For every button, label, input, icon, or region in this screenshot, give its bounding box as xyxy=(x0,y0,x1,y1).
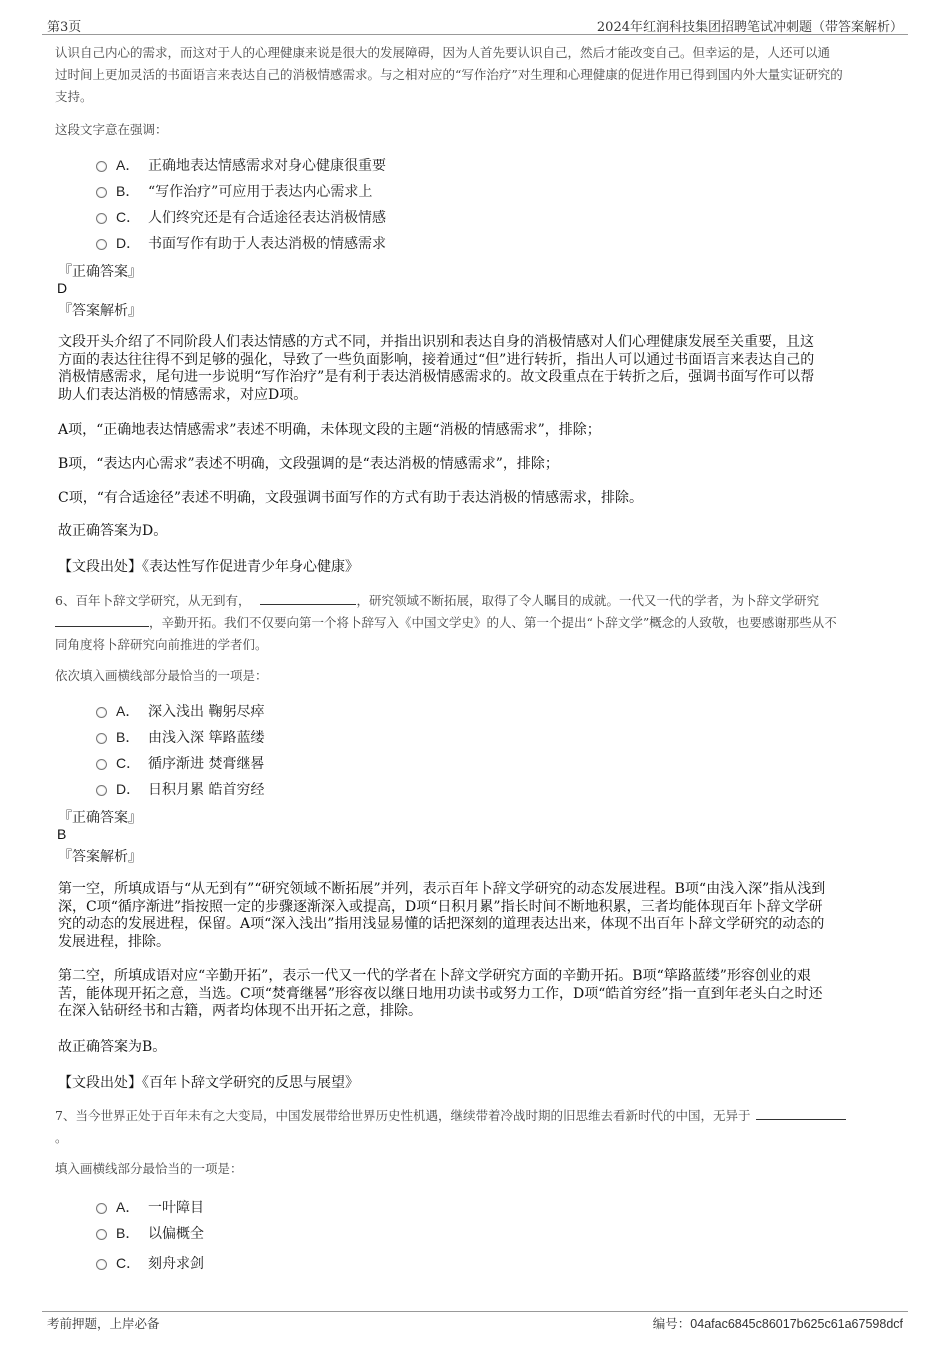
q6-passage xyxy=(55,590,895,656)
q6-stem: 依次填入画横线部分最恰当的一项是： xyxy=(55,668,268,683)
option-letter: C． xyxy=(116,209,141,225)
option-letter: C． xyxy=(116,755,141,771)
q5-passage-line: 认识自己内心的需求，而这对于人的心理健康来说是很大的发展障碍，因为人首先要认识自己，然后才能改变自己。但幸运的是，人还可以通 xyxy=(55,45,831,60)
q6-passage-line xyxy=(55,590,895,612)
document-title: 2024年红润科技集团招聘笔试冲刺题（带答案解析） xyxy=(596,20,903,35)
q7-option-c[interactable] xyxy=(96,1253,204,1273)
q5-analysis-option-b: B项，“表达内心需求”表述不明确，文段强调的是“表达消极的情感需求”，排除； xyxy=(58,456,559,472)
q7-passage-text: 7、当今世界正处于百年未有之大变局，中国发展带给世界历史性机遇，继续带着冷战时期的旧思维去看新时代的中国，无异于 xyxy=(55,1108,751,1123)
q7-passage xyxy=(55,1105,895,1149)
option-text: 一叶障目 xyxy=(148,1200,204,1216)
radio-button-icon[interactable] xyxy=(96,1229,107,1240)
q5-analysis-label: 『答案解析』 xyxy=(58,303,142,319)
q6-option-b[interactable] xyxy=(96,727,264,747)
q6-analysis-paragraph-1 xyxy=(58,881,890,951)
option-text: 刻舟求剑 xyxy=(148,1256,204,1272)
analysis-line: 第二空，所填成语对应“辛勤开拓”，表示一代又一代的学者在卜辞文学研究方面的辛勤开拓。B项“筚路蓝缕”形容创业的艰 xyxy=(58,968,811,984)
option-letter: C． xyxy=(116,1255,141,1271)
radio-button-icon[interactable] xyxy=(96,187,107,198)
option-letter: A． xyxy=(116,703,140,719)
document-code xyxy=(653,1314,903,1332)
analysis-line: 第一空，所填成语与“从无到有”“研究领域不断拓展”并列，表示百年卜辞文学研究的动态发展进程。B项“由浅入深”指从浅到 xyxy=(58,881,826,897)
q5-answer-label: 『正确答案』 xyxy=(58,264,142,280)
radio-button-icon[interactable] xyxy=(96,239,107,250)
q6-option-d[interactable] xyxy=(96,779,264,799)
q5-analysis-paragraph xyxy=(58,334,890,404)
analysis-line: 深，C项“循序渐进”指按照一定的步骤逐渐深入或提高，D项“日积月累”指长时间不断地积累，三者均能体现百年卜辞文学研 xyxy=(58,898,823,915)
option-text: 书面写作有助于人表达消极的情感需求 xyxy=(148,236,386,252)
option-text: “写作治疗”可应用于表达内心需求上 xyxy=(148,184,373,200)
radio-button-icon[interactable] xyxy=(96,1259,107,1270)
q6-option-c[interactable] xyxy=(96,753,264,773)
q6-analysis-label: 『答案解析』 xyxy=(58,849,142,865)
q5-passage-line: 过时间上更加灵活的书面语言来表达自己的消极情感需求。与之相对应的“写作治疗”对生理和心理健康的促进作用已得到国内外大量实证研究的 xyxy=(55,67,843,82)
q7-option-b[interactable] xyxy=(96,1223,204,1243)
option-text: 深入浅出 鞠躬尽瘁 xyxy=(148,704,265,720)
q5-option-b[interactable] xyxy=(96,181,372,201)
radio-button-icon[interactable] xyxy=(96,213,107,224)
option-text: 循序渐进 焚膏继晷 xyxy=(148,756,265,772)
option-text: 由浅入深 筚路蓝缕 xyxy=(148,730,265,746)
footer-slogan: 考前押题，上岸必备 xyxy=(47,1316,160,1331)
option-letter: A． xyxy=(116,1199,140,1215)
option-letter: B． xyxy=(116,183,140,199)
radio-button-icon[interactable] xyxy=(96,707,107,718)
q6-source: 【文段出处】《百年卜辞文学研究的反思与展望》 xyxy=(58,1075,359,1091)
option-letter: D． xyxy=(116,235,141,251)
q5-passage-line: 支持。 xyxy=(55,89,93,104)
option-text: 正确地表达情感需求对身心健康很重要 xyxy=(148,158,386,174)
q6-passage-line xyxy=(55,612,895,634)
analysis-line: 文段开头介绍了不同阶段人们表达情感的方式不同，并指出识别和表达自身的消极情感对人们心理健康发展至关重要，且这 xyxy=(58,334,814,350)
header-divider xyxy=(42,34,908,35)
option-letter: A． xyxy=(116,157,140,173)
q5-conclusion: 故正确答案为D。 xyxy=(58,523,168,539)
analysis-line: 苦，能体现开拓之意，当选。C项“焚膏继晷”形容夜以继日地用功读书或努力工作，D项“皓首穷经”指一直到年老头白之时还 xyxy=(58,985,823,1002)
q6-conclusion: 故正确答案为B。 xyxy=(58,1039,167,1055)
footer-divider xyxy=(42,1311,908,1312)
fill-blank-2[interactable] xyxy=(55,614,149,627)
option-text: 以偏概全 xyxy=(148,1226,204,1242)
radio-button-icon[interactable] xyxy=(96,759,107,770)
q6-passage-line: 同角度将卜辞研究向前推进的学者们。 xyxy=(55,637,268,652)
q5-answer-value: D xyxy=(57,280,68,296)
document-code-label: 编号： xyxy=(652,1316,691,1331)
option-letter: D． xyxy=(116,781,141,797)
q6-analysis-paragraph-2 xyxy=(58,968,890,1021)
q5-option-a[interactable] xyxy=(96,155,386,175)
option-letter: B． xyxy=(116,1225,140,1241)
q6-answer-value: B xyxy=(57,826,67,842)
fill-blank-1[interactable] xyxy=(260,592,356,605)
q6-answer-label: 『正确答案』 xyxy=(58,810,142,826)
option-text: 人们终究还是有合适途径表达消极情感 xyxy=(148,210,386,226)
q6-passage-text: ，辛勤开拓。我们不仅要向第一个将卜辞写入《中国文学史》的人、第一个提出“卜辞文学”概念的人致敬，也要感谢那些从不 xyxy=(149,615,837,630)
analysis-line: 方面的表达往往得不到足够的强化，导致了一些负面影响，接着通过“但”进行转折，指出人可以通过书面语言来表达自己的 xyxy=(58,351,815,368)
q7-option-a[interactable] xyxy=(96,1197,204,1217)
q5-analysis-option-a: A项，“正确地表达情感需求”表述不明确，未体现文段的主题“消极的情感需求”，排除； xyxy=(58,422,601,438)
q5-analysis-option-c: C项，“有合适途径”表述不明确，文段强调书面写作的方式有助于表达消极的情感需求，排除。 xyxy=(58,490,644,506)
q5-option-c[interactable] xyxy=(96,207,386,227)
option-letter: B． xyxy=(116,729,140,745)
q7-passage-line xyxy=(55,1105,895,1127)
q5-option-d[interactable] xyxy=(96,233,386,253)
q5-passage xyxy=(55,42,895,108)
analysis-line: 究的动态的发展进程，保留。A项“深入浅出”指用浅显易懂的话把深刻的道理表达出来，体现不出百年卜辞文学研究的动态的 xyxy=(58,916,825,932)
q6-option-a[interactable] xyxy=(96,701,264,721)
radio-button-icon[interactable] xyxy=(96,161,107,172)
analysis-line: 助人们表达消极的情感需求，对应D项。 xyxy=(58,386,308,403)
analysis-line: 在深入钻研经书和古籍，两者均体现不出开拓之意，排除。 xyxy=(58,1003,422,1019)
radio-button-icon[interactable] xyxy=(96,733,107,744)
q5-stem: 这段文字意在强调： xyxy=(55,122,168,137)
page-number: 第3页 xyxy=(47,20,82,35)
option-text: 日积月累 皓首穷经 xyxy=(148,782,265,798)
radio-button-icon[interactable] xyxy=(96,1203,107,1214)
analysis-line: 消极情感需求，尾句进一步说明“写作治疗”是有利于表达消极情感需求的。故文段重点在于转折之后，强调书面写作可以帮 xyxy=(58,369,815,385)
q7-stem: 填入画横线部分最恰当的一项是： xyxy=(55,1161,243,1176)
fill-blank-1[interactable] xyxy=(756,1107,846,1120)
analysis-line: 发展进程，排除。 xyxy=(58,933,170,950)
q6-passage-text: ，研究领域不断拓展，取得了令人瞩目的成就。一代又一代的学者，为卜辞文学研究 xyxy=(356,593,819,608)
q7-passage-line: 。 xyxy=(55,1130,68,1145)
q6-passage-text: 6、百年卜辞文学研究，从无到有， xyxy=(55,593,251,608)
q5-source: 【文段出处】《表达性写作促进青少年身心健康》 xyxy=(58,559,359,575)
document-code-value: 04afac6845c86017b625c61a67598dcf xyxy=(690,1317,903,1331)
radio-button-icon[interactable] xyxy=(96,785,107,796)
